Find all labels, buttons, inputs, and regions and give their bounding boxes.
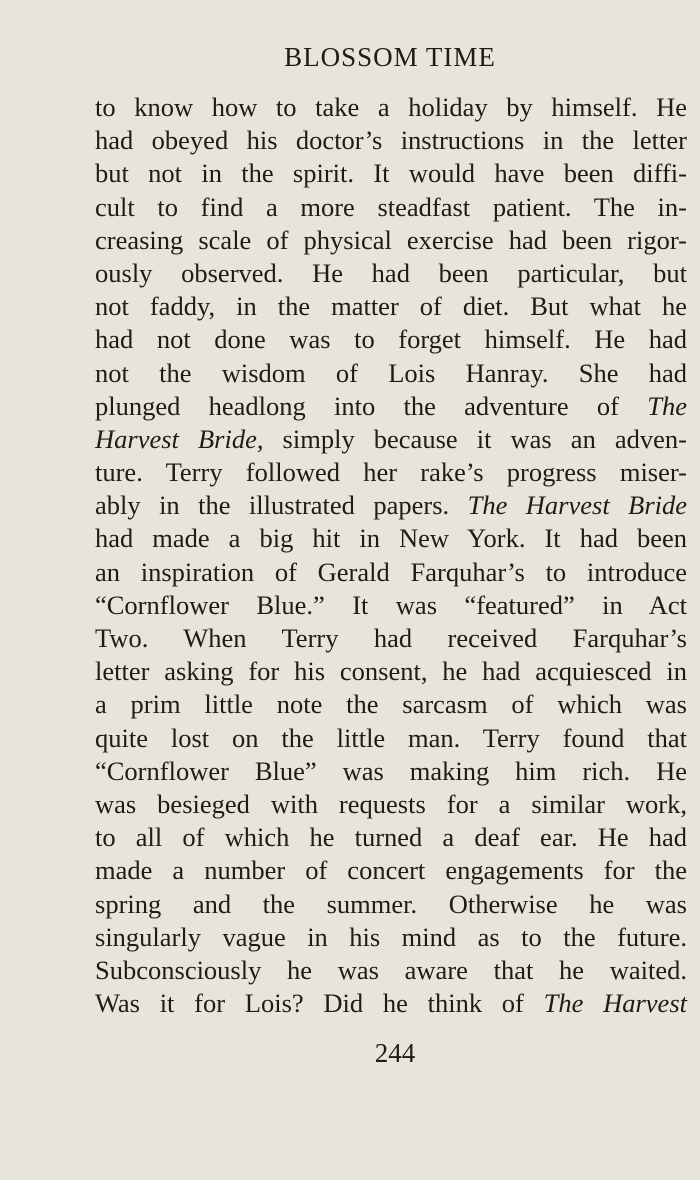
page-number: 244 (374, 1038, 416, 1068)
text-line (95, 423, 687, 456)
text-line (95, 556, 687, 589)
text-line (95, 987, 687, 1020)
text-line (95, 655, 687, 688)
text-run: had made a big hit in New York. It had been (95, 523, 687, 554)
text-line (95, 157, 687, 190)
text-run: cult to find a more steadfast patient. The in- (95, 191, 687, 222)
text-line (95, 224, 687, 257)
italic-title: Harvest Bride (95, 423, 257, 454)
italic-title: The Harvest Bride (467, 490, 688, 521)
text-line (95, 522, 687, 555)
text-line (95, 489, 687, 522)
text-run: not the wisdom of Lois Hanray. She had (95, 357, 687, 388)
text-run: singularly vague in his mind as to the future. (95, 921, 687, 952)
text-run: ture. Terry followed her rake’s progress miser- (95, 457, 687, 488)
text-line (95, 357, 687, 390)
text-run: a prim little note the sarcasm of which was (95, 689, 687, 720)
text-line (95, 456, 687, 489)
text-line (95, 622, 687, 655)
text-line (95, 788, 687, 821)
text-line (95, 91, 687, 124)
text-run: Subconsciously he was aware that he waited. (95, 954, 687, 985)
text-run: to all of which he turned a deaf ear. He had (95, 822, 687, 853)
text-line (95, 290, 687, 323)
text-run: letter asking for his consent, he had acquiesced in (95, 656, 687, 687)
text-line (95, 821, 687, 854)
text-run: creasing scale of physical exercise had been rigor- (95, 224, 687, 255)
body-text (95, 91, 687, 1020)
text-line (95, 191, 687, 224)
text-run: Two. When Terry had received Farquhar’s (95, 623, 687, 653)
text-run: “Cornflower Blue.” It was “featured” in Act (95, 589, 687, 620)
text-run: made a number of concert engagements for the (95, 855, 687, 886)
text-line (95, 323, 687, 356)
text-run: an inspiration of Gerald Farquhar’s to introduce (95, 556, 687, 587)
italic-title: The (647, 390, 687, 421)
text-line (95, 921, 687, 954)
text-line (95, 722, 687, 755)
text-run: had not done was to forget himself. He had (95, 324, 687, 355)
text-run: quite lost on the little man. Terry found that (95, 722, 687, 753)
text-line (95, 257, 687, 290)
text-line (95, 854, 687, 887)
text-line (95, 888, 687, 921)
italic-title: The Harvest (543, 988, 687, 1019)
text-run: had obeyed his doctor’s instructions in the letter (95, 125, 687, 156)
text-run: ously observed. He had been particular, but (95, 257, 687, 288)
text-run: was besieged with requests for a similar work, (95, 788, 687, 819)
running-head: BLOSSOM TIME (284, 42, 496, 72)
text-run: spring and the summer. Otherwise he was (95, 888, 687, 919)
text-run: not faddy, in the matter of diet. But what he (95, 291, 687, 322)
text-line (95, 124, 687, 157)
text-line (95, 688, 687, 721)
text-run: , simply because it was an adven- (256, 423, 687, 454)
text-line (95, 589, 687, 622)
text-line (95, 755, 687, 788)
text-run: ably in the illustrated papers. (95, 490, 468, 521)
text-line (95, 954, 687, 987)
text-run: plunged headlong into the adventure of (95, 390, 648, 421)
text-run: Was it for Lois? Did he think of (95, 988, 544, 1019)
text-line (95, 390, 687, 423)
text-run: but not in the spirit. It would have been diffi- (95, 158, 687, 189)
text-run: to know how to take a holiday by himself. He (95, 92, 687, 122)
text-run: “Cornflower Blue” was making him rich. He (95, 755, 687, 786)
